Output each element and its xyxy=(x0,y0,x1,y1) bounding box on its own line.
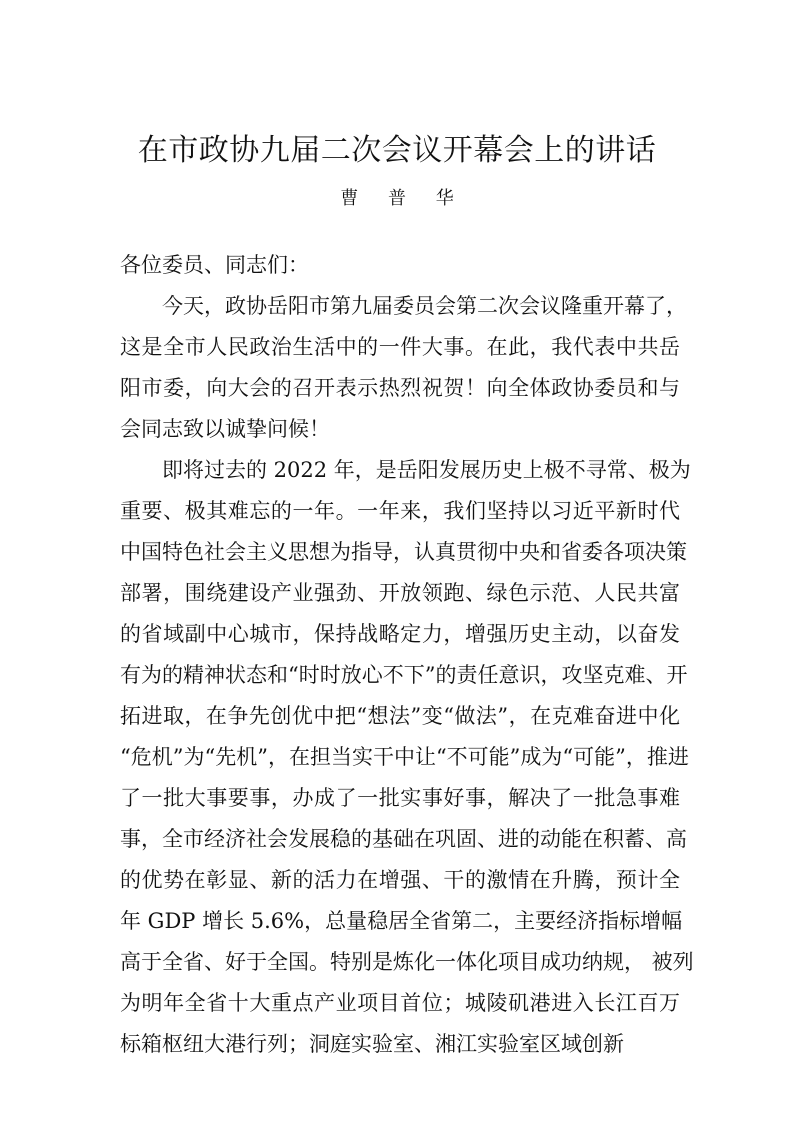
paragraph-line: 重要、极其难忘的一年。一年来，我们坚持以习近平新时代 xyxy=(120,499,680,523)
paragraph-line: 的省域副中心城市，保持战略定力，增强历史主动，以奋发 xyxy=(120,622,680,646)
salutation: 各位委员、同志们： xyxy=(120,253,309,277)
paragraph-line: 会同志致以诚挚问候！ xyxy=(120,417,330,441)
paragraph-line: 即将过去的 2022 年，是岳阳发展历史上极不寻常、极为 xyxy=(162,458,691,482)
speech-body xyxy=(120,245,694,1065)
paragraph-line: 高于全省、好于全国。特别是炼化一体化项目成功纳规， 被列 xyxy=(120,950,694,974)
paragraph-line: 阳市委，向大会的召开表示热烈祝贺！向全体政协委员和与 xyxy=(120,376,680,400)
speech-title: 在市政协九届二次会议开幕会上的讲话 xyxy=(137,133,657,168)
author-name: 曹 普 华 xyxy=(340,188,466,209)
paragraph-line: 这是全市人民政治生活中的一件大事。在此，我代表中共岳 xyxy=(120,335,680,359)
paragraph-line: 今天，政协岳阳市第九届委员会第二次会议隆重开幕了， xyxy=(162,294,687,318)
paragraph-line: 为明年全省十大重点产业项目首位；城陵矶港进入长江百万 xyxy=(120,991,680,1015)
paragraph-line: 有为的精神状态和“时时放心不下”的责任意识，攻坚克难、开 xyxy=(120,663,688,687)
paragraph-line: 年 GDP 增长 5.6%，总量稳居全省第二，主要经济指标增幅 xyxy=(120,909,683,933)
paragraph-line: 了一批大事要事，办成了一批实事好事，解决了一批急事难 xyxy=(120,786,680,810)
paragraph-line: 拓进取，在争先创优中把“想法”变“做法”，在克难奋进中化 xyxy=(120,704,680,728)
paragraph-line: 标箱枢纽大港行列；洞庭实验室、湘江实验室区域创新 xyxy=(120,1032,624,1056)
paragraph-line: “危机”为“先机”，在担当实干中让“不可能”成为“可能”，推进 xyxy=(120,745,689,769)
paragraph-line: 部署，围绕建设产业强劲、开放领跑、绿色示范、人民共富 xyxy=(120,581,680,605)
paragraph-line: 事，全市经济社会发展稳的基础在巩固、进的动能在积蓄、高 xyxy=(120,827,687,851)
paragraph-line: 中国特色社会主义思想为指导，认真贯彻中央和省委各项决策 xyxy=(120,540,687,564)
paragraph-review-2022 xyxy=(120,450,694,1065)
paragraph-line: 的优势在彰显、新的活力在增强、干的激情在升腾，预计全 xyxy=(120,868,680,892)
paragraph-opening xyxy=(120,286,687,450)
